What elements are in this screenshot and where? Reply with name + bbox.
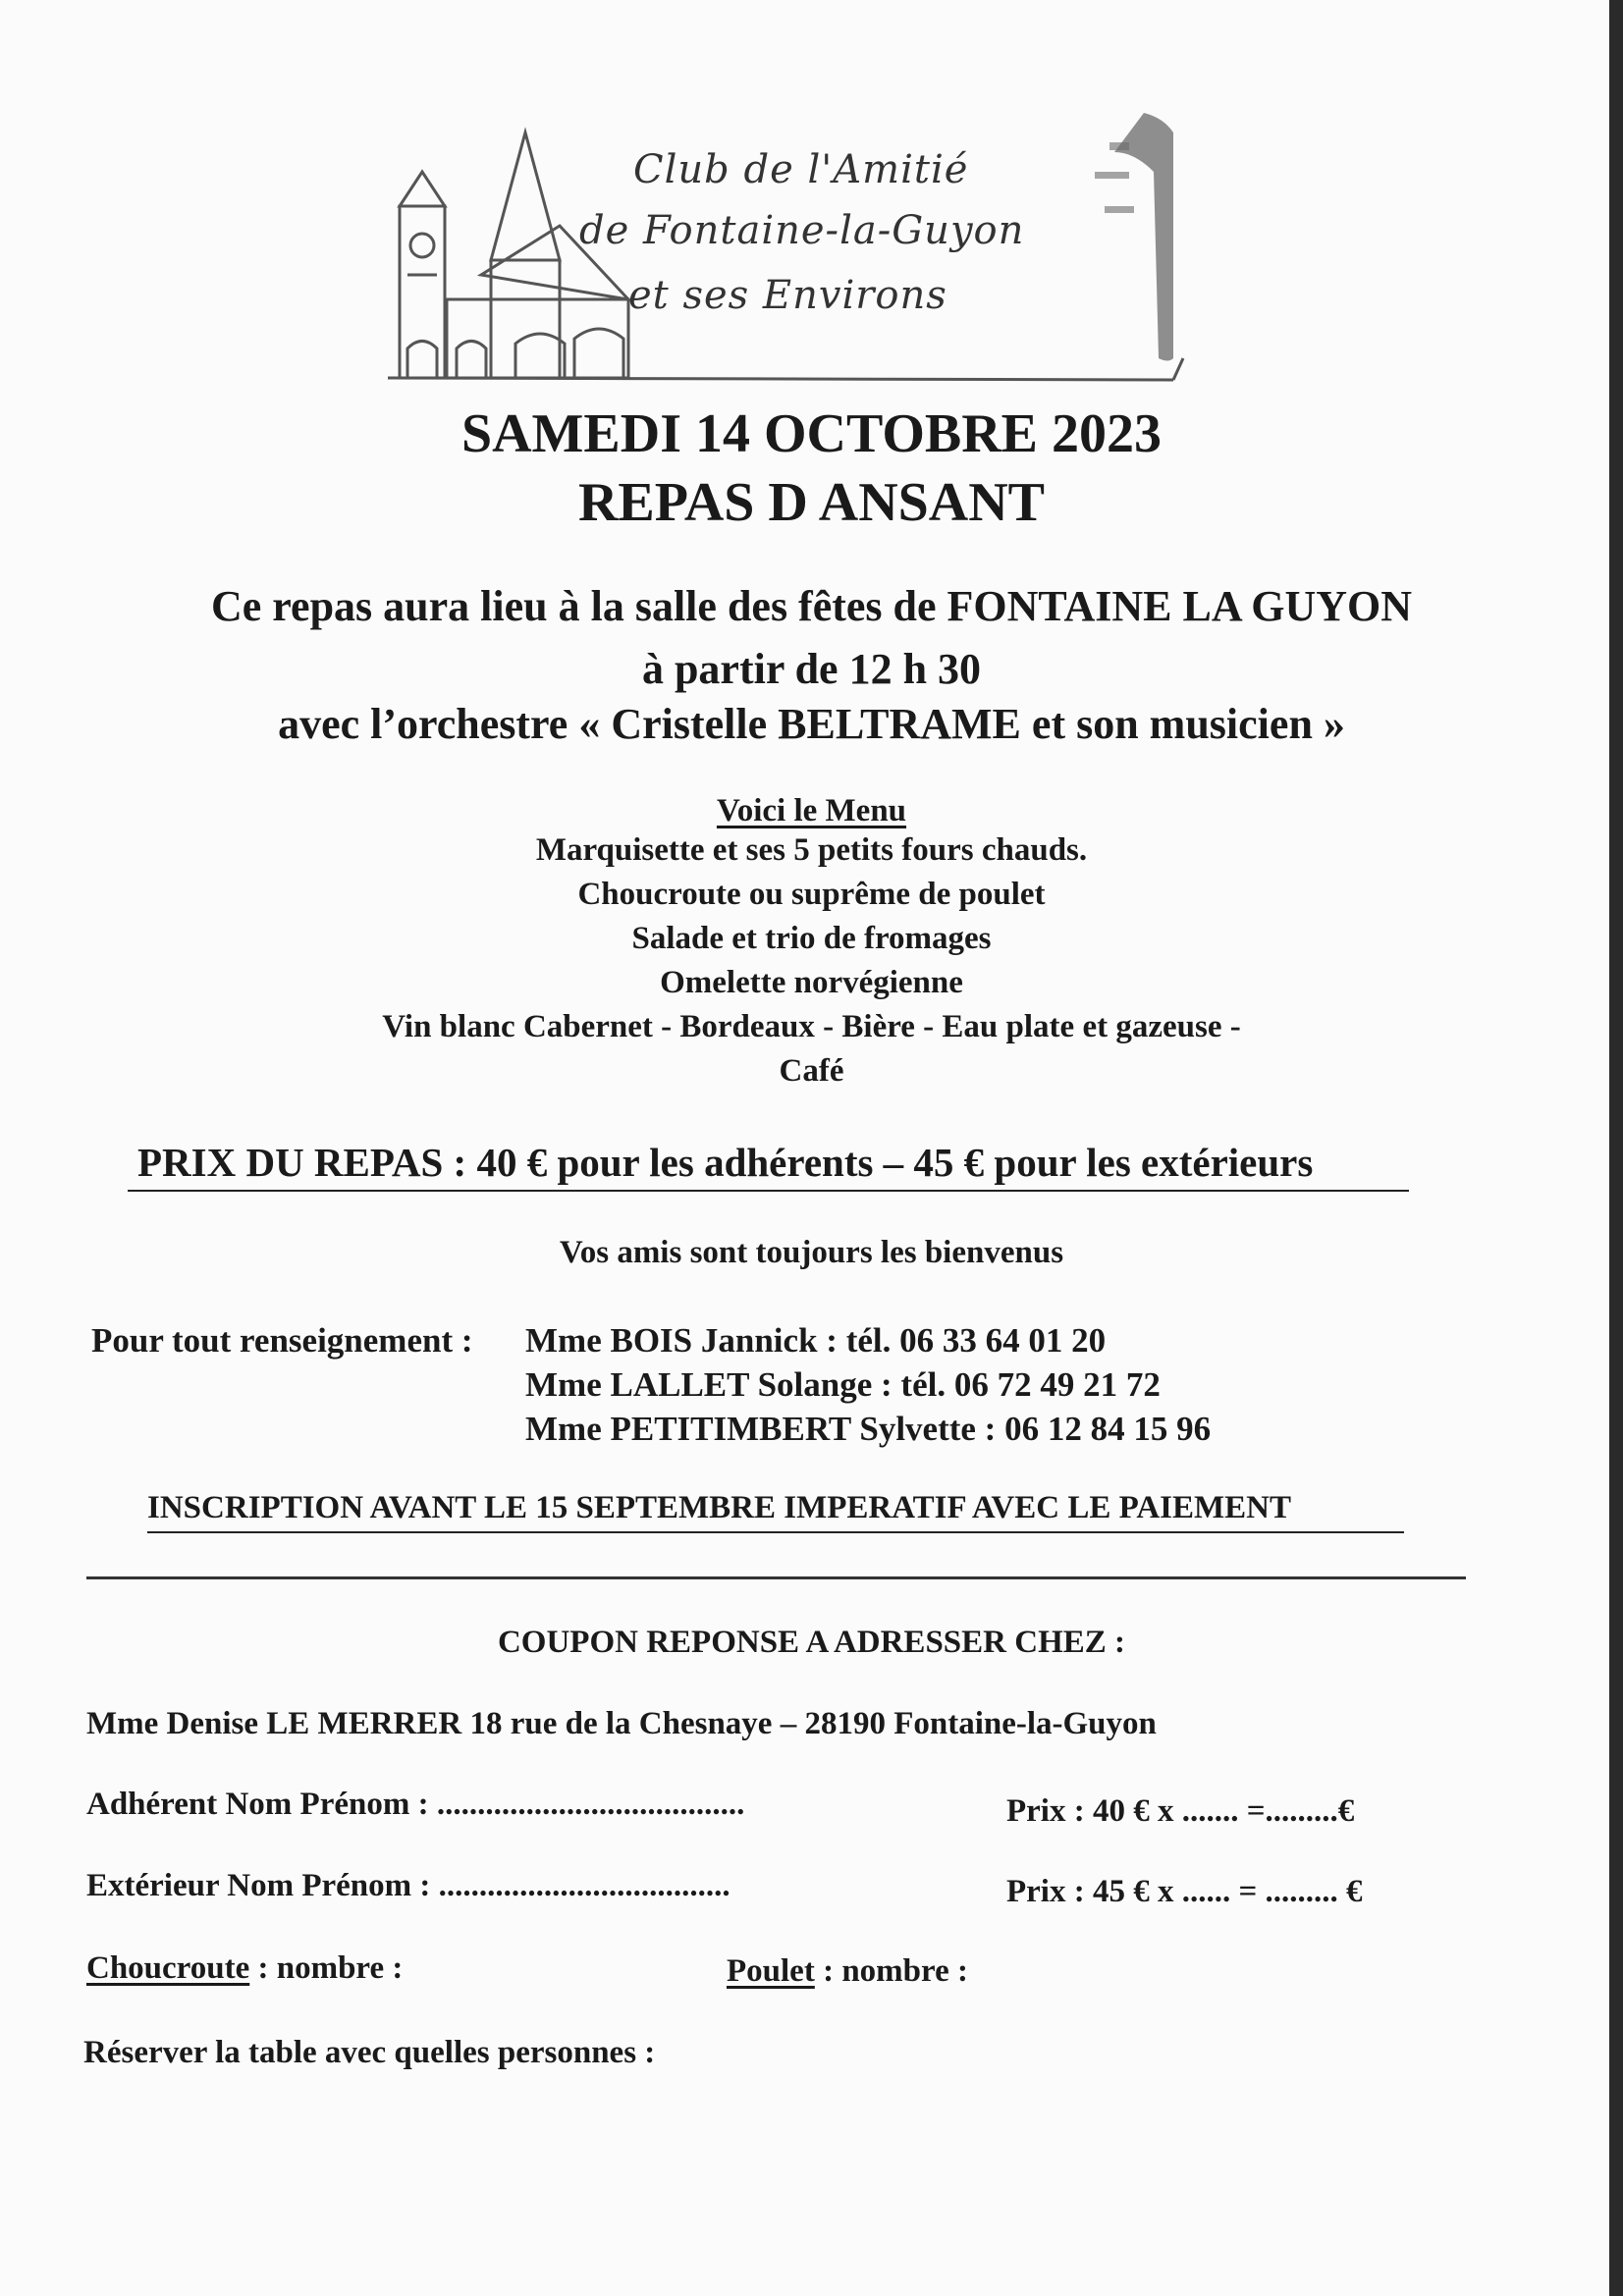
welcome-text: Vos amis sont toujours les bienvenus: [559, 1235, 1064, 1270]
event-date: SAMEDI 14 OCTOBRE 2023: [460, 403, 1163, 464]
choucroute-label: Choucroute: [86, 1950, 250, 1986]
contact-label: Pour tout renseignement :: [91, 1321, 473, 1360]
deadline-underline: [147, 1531, 1404, 1533]
menu-item: Omelette norvégienne: [660, 965, 963, 1000]
poulet-count-field: [727, 1953, 968, 1990]
price-line: PRIX DU REPAS : 40 € pour les adhérents – 45 € pour les extérieurs: [137, 1140, 1314, 1185]
member-price-field: Prix : 40 € x ....... =.........€: [1006, 1793, 1355, 1829]
external-price-field: Prix : 45 € x ...... = ......... €: [1006, 1874, 1363, 1909]
external-name-field: Extérieur Nom Prénom : ....................................: [86, 1868, 730, 1903]
contact-person: Mme LALLET Solange : tél. 06 72 49 21 72: [525, 1365, 1161, 1404]
coupon-divider: [86, 1576, 1466, 1579]
menu-item: Café: [779, 1053, 844, 1089]
logo-line-1: Club de l'Amitié: [633, 147, 969, 192]
deadline-notice: INSCRIPTION AVANT LE 15 SEPTEMBRE IMPERATIF AVEC LE PAIEMENT: [147, 1490, 1292, 1525]
menu-item: Salade et trio de fromages: [631, 921, 992, 956]
menu-item: Marquisette et ses 5 petits fours chauds.: [535, 832, 1088, 868]
table-reservation-field: Réserver la table avec quelles personnes :: [83, 2035, 656, 2070]
logo-line-2: de Fontaine-la-Guyon: [579, 208, 1025, 253]
scan-edge: [1609, 0, 1623, 2296]
poulet-label: Poulet: [727, 1953, 815, 1989]
choucroute-count-field: [86, 1950, 403, 1987]
choucroute-suffix: : nombre :: [249, 1950, 404, 1986]
menu-heading: Voici le Menu: [716, 793, 907, 828]
event-name: REPAS D ANSANT: [577, 472, 1046, 533]
contact-person: Mme BOIS Jannick : tél. 06 33 64 01 20: [525, 1321, 1107, 1360]
coupon-heading: COUPON REPONSE A ADRESSER CHEZ :: [497, 1625, 1126, 1660]
contact-person: Mme PETITIMBERT Sylvette : 06 12 84 15 96: [525, 1410, 1212, 1448]
coupon-address: Mme Denise LE MERRER 18 rue de la Chesnaye – 28190 Fontaine-la-Guyon: [86, 1706, 1157, 1741]
intro-orchestra: avec l’orchestre « Cristelle BELTRAME et son musicien »: [278, 700, 1345, 748]
logo-line-3: et ses Environs: [628, 273, 947, 318]
member-name-field: Adhérent Nom Prénom : ......................................: [86, 1787, 745, 1822]
poulet-suffix: : nombre :: [814, 1953, 968, 1989]
menu-item: Choucroute ou suprême de poulet: [577, 877, 1046, 912]
intro-venue: Ce repas aura lieu à la salle des fêtes de FONTAINE LA GUYON: [211, 582, 1412, 630]
intro-time: à partir de 12 h 30: [641, 645, 982, 693]
price-underline: [128, 1190, 1409, 1192]
menu-item: Vin blanc Cabernet - Bordeaux - Bière - Eau plate et gazeuse -: [382, 1009, 1241, 1044]
